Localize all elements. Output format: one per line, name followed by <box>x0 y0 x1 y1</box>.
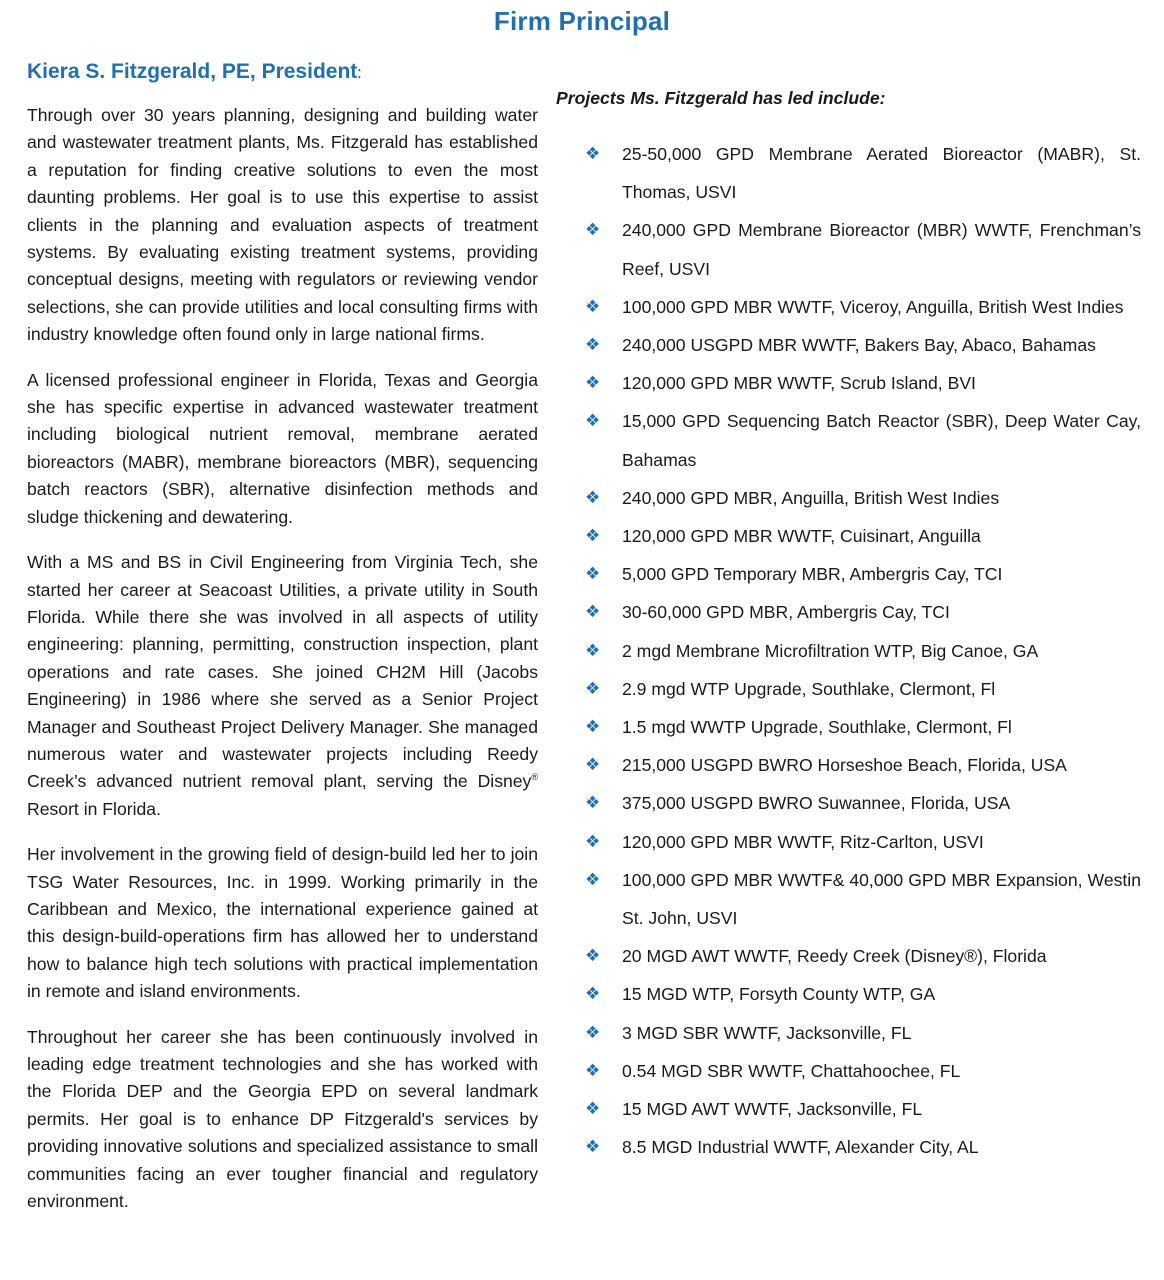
project-item <box>556 211 1141 287</box>
principal-bio <box>27 102 538 1215</box>
diamond-cluster-icon: ❖ <box>585 602 601 623</box>
project-item <box>556 364 1141 402</box>
project-item <box>556 479 1141 517</box>
bio-paragraph: A licensed professional engineer in Florida, Texas and Georgia she has specific expertise in advanced wastewater treatment including biological nutrient removal, membrane aerated bioreactors (MABR), membrane bioreactors (MBR), sequencing batch reactors (SBR), alternative disinfection methods and sludge thickening and dewatering. <box>27 369 538 527</box>
project-item <box>556 1014 1141 1052</box>
project-item-text: 15,000 GPD Sequencing Batch Reactor (SBR), Deep Water Cay, Bahamas <box>622 411 1141 470</box>
project-item-text: 120,000 GPD MBR WWTF, Cuisinart, Anguilla <box>622 526 981 547</box>
diamond-cluster-icon: ❖ <box>585 335 601 356</box>
diamond-cluster-icon: ❖ <box>585 984 601 1005</box>
project-item <box>556 135 1141 211</box>
project-item-text: 240,000 GPD MBR, Anguilla, British West Indies <box>622 487 1000 508</box>
project-item <box>556 861 1141 937</box>
project-item <box>556 593 1141 631</box>
bio-paragraph: Through over 30 years planning, designing and building water and wastewater treatment plants, Ms. Fitzgerald has established a reputation for finding creative solutions to even the most daunting problems. Her goal is to use this expertise to assist clients in the planning and evaluation aspects of treatment systems. By evaluating existing treatment systems, providing conceptual designs, meeting with regulators or reviewing vendor selections, she can provide utilities and local consulting firms with industry knowledge often found only in large national firms. <box>27 105 538 345</box>
diamond-cluster-icon: ❖ <box>585 831 601 852</box>
project-item-text: 100,000 GPD MBR WWTF& 40,000 GPD MBR Expansion, Westin St. John, USVI <box>622 869 1141 929</box>
project-item-text: 3 MGD SBR WWTF, Jacksonville, FL <box>622 1022 912 1043</box>
project-item-text: 25-50,000 GPD Membrane Aerated Bioreactor (MABR), St. Thomas, USVI <box>622 144 1141 203</box>
project-item-text: 15 MGD WTP, Forsyth County WTP, GA <box>622 984 936 1005</box>
principal-bio-column <box>27 60 538 1233</box>
diamond-cluster-icon: ❖ <box>585 144 601 164</box>
bio-paragraph-tail: Resort in Florida. <box>27 798 161 819</box>
diamond-cluster-icon: ❖ <box>585 793 601 814</box>
project-item-text: 15 MGD AWT WWTF, Jacksonville, FL <box>622 1099 923 1120</box>
project-item-text: 120,000 GPD MBR WWTF, Scrub Island, BVI <box>622 373 976 394</box>
project-item <box>556 326 1141 364</box>
registered-mark: ® <box>531 772 538 783</box>
bio-paragraph-text: With a MS and BS in Civil Engineering from Virginia Tech, she started her career at Seacoast Utilities, a private utility in South Florida. While there she was involved in all aspects of utility engineering: planning, permitting, construction inspection, plant operations and rate cases. She joined CH2M Hill (Jacobs Engineering) in 1986 where she served as a Senior Project Manager and Southeast Project Delivery Manager. She managed numerous water and wastewater projects including Reedy Creek’s advanced nutrient removal plant, serving the Disney <box>27 552 538 792</box>
diamond-cluster-icon: ❖ <box>585 564 601 585</box>
projects-heading: Projects Ms. Fitzgerald has led include: <box>556 88 886 108</box>
page-title: Firm Principal <box>493 6 671 36</box>
projects-column <box>556 88 1141 1166</box>
bio-paragraph: Throughout her career she has been continuously involved in leading edge treatment technologies and she has worked with the Florida DEP and the Georgia EPD on several landmark permits. Her goal is to enhance DP Fitzgerald's services by providing innovative solutions and specialized assistance to small communities facing an ever tougher financial and regulatory environment. <box>27 1026 538 1212</box>
project-item-text: 8.5 MGD Industrial WWTF, Alexander City, AL <box>622 1137 979 1158</box>
diamond-cluster-icon: ❖ <box>585 1060 601 1081</box>
diamond-cluster-icon: ❖ <box>585 678 601 699</box>
project-item <box>556 555 1141 593</box>
project-item-text: 30-60,000 GPD MBR, Ambergris Cay, TCI <box>622 602 950 623</box>
diamond-cluster-icon: ❖ <box>585 869 601 890</box>
project-item-text: 2.9 mgd WTP Upgrade, Southlake, Clermont, Fl <box>622 678 996 699</box>
project-item-text: 240,000 USGPD MBR WWTF, Bakers Bay, Abaco, Bahamas <box>622 335 1096 356</box>
project-item-text: 240,000 GPD Membrane Bioreactor (MBR) WWTF, Frenchman’s Reef, USVI <box>622 220 1141 279</box>
project-item-text: 0.54 MGD SBR WWTF, Chattahoochee, FL <box>622 1060 961 1081</box>
project-item <box>556 1090 1141 1128</box>
project-list <box>556 135 1141 1166</box>
diamond-cluster-icon: ❖ <box>585 1022 601 1043</box>
diamond-cluster-icon: ❖ <box>585 755 601 776</box>
diamond-cluster-icon: ❖ <box>585 1137 601 1158</box>
bio-paragraph <box>27 549 538 823</box>
project-item <box>556 288 1141 326</box>
principal-name-title: Kiera S. Fitzgerald, PE, President <box>27 60 358 83</box>
project-item <box>556 1128 1141 1166</box>
bio-paragraph: Her involvement in the growing field of design-build led her to join TSG Water Resources, Inc. in 1999. Working primarily in the Caribbean and Mexico, the international experience gained at this design-build-operations firm has allowed her to understand how to balance high tech solutions with practical implementation in remote and island environments. <box>27 844 538 1002</box>
project-item <box>556 784 1141 822</box>
diamond-cluster-icon: ❖ <box>585 717 601 738</box>
project-item <box>556 937 1141 975</box>
principal-heading <box>27 60 538 84</box>
diamond-cluster-icon: ❖ <box>585 640 601 661</box>
project-item-text: 2 mgd Membrane Microfiltration WTP, Big Canoe, GA <box>622 640 1039 661</box>
project-item-text: 100,000 GPD MBR WWTF, Viceroy, Anguilla, British West Indies <box>622 296 1124 317</box>
project-item <box>556 670 1141 708</box>
project-item <box>556 823 1141 861</box>
project-item <box>556 402 1141 478</box>
principal-heading-colon: : <box>357 65 362 82</box>
project-item-text: 215,000 USGPD BWRO Horseshoe Beach, Florida, USA <box>622 755 1067 776</box>
diamond-cluster-icon: ❖ <box>585 526 601 547</box>
project-item-text: 20 MGD AWT WWTF, Reedy Creek (Disney®), Florida <box>622 946 1047 967</box>
diamond-cluster-icon: ❖ <box>585 946 601 967</box>
project-item <box>556 632 1141 670</box>
diamond-cluster-icon: ❖ <box>585 373 601 394</box>
project-item-text: 1.5 mgd WWTP Upgrade, Southlake, Clermont, Fl <box>622 717 1012 738</box>
diamond-cluster-icon: ❖ <box>585 1099 601 1120</box>
project-item-text: 120,000 GPD MBR WWTF, Ritz-Carlton, USVI <box>622 831 984 852</box>
diamond-cluster-icon: ❖ <box>585 411 601 432</box>
diamond-cluster-icon: ❖ <box>585 220 601 241</box>
project-item <box>556 708 1141 746</box>
project-item <box>556 517 1141 555</box>
project-item-text: 5,000 GPD Temporary MBR, Ambergris Cay, TCI <box>622 564 1003 585</box>
project-item <box>556 1052 1141 1090</box>
diamond-cluster-icon: ❖ <box>585 487 601 508</box>
project-item-text: 375,000 USGPD BWRO Suwannee, Florida, USA <box>622 793 1011 814</box>
project-item <box>556 746 1141 784</box>
project-item <box>556 975 1141 1013</box>
diamond-cluster-icon: ❖ <box>585 296 601 317</box>
